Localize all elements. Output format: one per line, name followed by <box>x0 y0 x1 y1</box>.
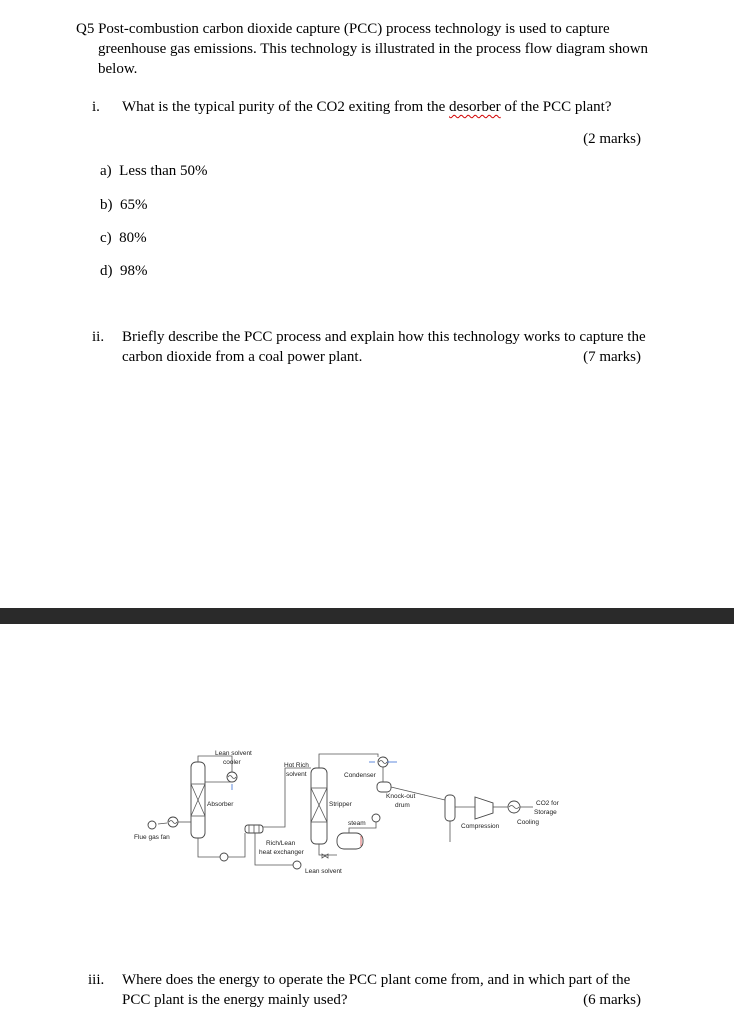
option-b-letter: b) <box>100 197 113 213</box>
question-i-marks: (2 marks) <box>583 131 641 147</box>
option-a-letter: a) <box>100 163 112 179</box>
option-c <box>100 229 147 248</box>
label-compression: Compression <box>461 823 500 830</box>
question-iii-marks: (6 marks) <box>583 992 641 1008</box>
question-i-text <box>122 98 612 117</box>
label-co2-storage-2: Storage <box>534 809 557 816</box>
valve <box>322 854 328 858</box>
label-lean-solvent-cooler-2: cooler <box>223 759 241 766</box>
label-lean-solvent: Lean solvent <box>305 868 342 875</box>
rich-pump <box>220 853 228 861</box>
label-flue-gas-fan: Flue gas fan <box>134 834 170 841</box>
question-i-number: i. <box>92 99 100 115</box>
separator-vessel <box>445 795 455 821</box>
question-iii-number: iii. <box>88 972 105 988</box>
lean-pump <box>293 861 301 869</box>
knock-out-drum <box>377 782 391 792</box>
question-ii-marks: (7 marks) <box>583 349 641 365</box>
label-steam: steam <box>348 820 366 827</box>
question-ii-number: ii. <box>92 329 105 345</box>
option-d <box>100 262 148 281</box>
option-d-letter: d) <box>100 263 113 279</box>
stripper-column <box>311 768 327 844</box>
label-rich-lean-2: heat exchanger <box>259 849 304 856</box>
label-knock-out-2: drum <box>395 802 410 809</box>
label-absorber: Absorber <box>207 801 234 808</box>
question-iii-line-1: Where does the energy to operate the PCC plant come from, and in which part of the <box>122 972 631 988</box>
question-i-text-before: What is the typical purity of the CO2 exiting from the <box>122 99 450 115</box>
option-d-text: 98% <box>120 263 148 279</box>
option-b <box>100 196 148 215</box>
q5-line-2: greenhouse gas emissions. This technology is illustrated in the process flow diagram shown <box>98 41 649 57</box>
option-c-letter: c) <box>100 230 112 246</box>
reboiler <box>337 833 363 849</box>
q5-line-1: Q5 Post-combustion carbon dioxide capture (PCC) process technology is used to capture <box>76 21 610 37</box>
option-a-text: Less than 50% <box>119 163 208 179</box>
label-hot-rich-solvent-2: solvent <box>286 771 307 778</box>
question-iii-line-2: PCC plant is the energy mainly used? <box>122 992 348 1008</box>
compressor <box>475 797 493 819</box>
q5-line-3: below. <box>98 61 138 77</box>
label-rich-lean-1: Rich/Lean <box>266 840 296 847</box>
option-b-text: 65% <box>120 197 148 213</box>
question-ii-line-2: carbon dioxide from a coal power plant. <box>122 349 363 365</box>
label-condenser: Condenser <box>344 772 376 779</box>
label-stripper: Stripper <box>329 801 352 808</box>
pcc-process-flow-diagram <box>125 740 595 880</box>
label-co2-storage-1: CO2 for <box>536 800 559 807</box>
page-divider <box>0 608 734 624</box>
option-c-text: 80% <box>119 230 147 246</box>
flue-gas-fan <box>148 821 156 829</box>
label-hot-rich-solvent-1: Hot Rich <box>284 762 309 769</box>
question-ii-line-1: Briefly describe the PCC process and explain how this technology works to capture the <box>122 329 646 345</box>
spelling-flag-desorber: desorber <box>449 99 501 115</box>
label-knock-out-1: Knock-out <box>386 793 416 800</box>
label-lean-solvent-cooler-1: Lean solvent <box>215 750 252 757</box>
option-a <box>100 162 207 181</box>
question-i-text-after: of the PCC plant? <box>500 99 612 115</box>
reflux-pump <box>372 814 380 822</box>
label-cooling: Cooling <box>517 819 540 826</box>
